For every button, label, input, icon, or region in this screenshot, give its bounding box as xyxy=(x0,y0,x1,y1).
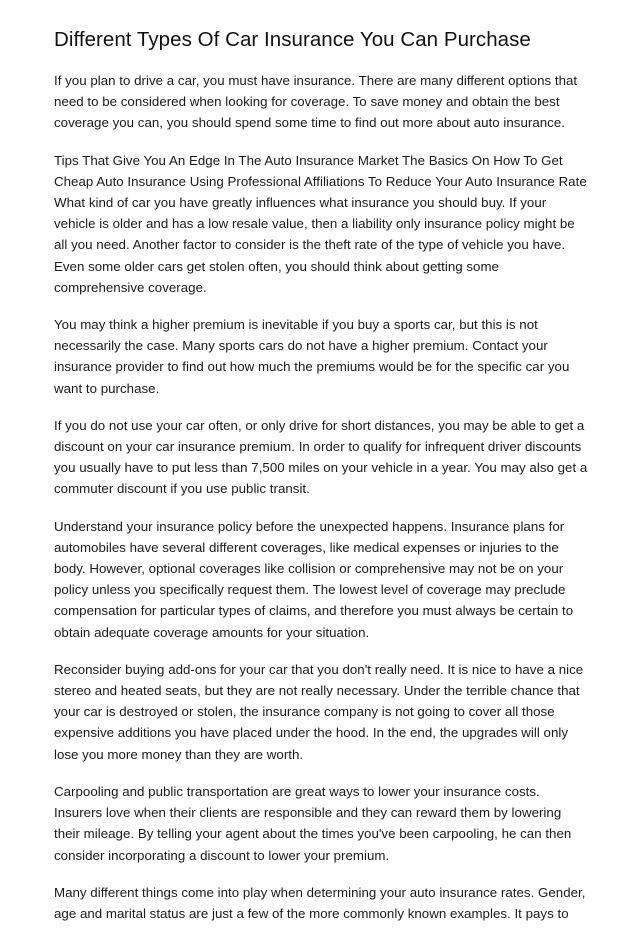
paragraph-6: Reconsider buying add-ons for your car that you don't really need. It is nice to have a nice stereo and heated seats, but they are not really necessary. Under the terrible chance that your car is destroyed or stolen, the insurance company is not going to cover all those expensive additions you have placed under the hood. In the end, the upgrades will only lose you more money than they are worth. xyxy=(54,661,584,762)
paragraph-4: If you do not use your car often, or only drive for short distances, you may be able to get a discount on your car insurance premium. In order to qualify for infrequent driver discounts you usually have to put less than 7,500 miles on your vehicle in a year. You may also get a commuter discount if you use public transit. xyxy=(54,417,588,497)
paragraph-1: If you plan to drive a car, you must have insurance. There are many different options that need to be considered when looking for coverage. To save money and obtain the best coverage you can, you should spend some time to find out more about auto insurance. xyxy=(54,73,578,131)
paragraph-2: Tips That Give You An Edge In The Auto Insurance Market The Basics On How To Get Cheap Auto Insurance Using Professional Affiliations To Reduce Your Auto Insurance Rate What kind of car you have greatly influences what insurance you should buy. If your vehicle is older and has a low resale value, then a liability only insurance policy might be all you need. Another factor to consider is the theft rate of the type of vehicle you have. Even some older cars get stolen often, you should think about getting some comprehensive coverage. xyxy=(54,152,587,295)
paragraph-3: You may think a higher premium is inevitable if you buy a sports car, but this is not necessarily the case. Many sports cars do not have a higher premium. Contact your insurance provider to find out how much the premiums would be for the specific car you want to purchase. xyxy=(54,317,570,396)
page-title: Different Types Of Car Insurance You Can Purchase xyxy=(54,28,531,51)
paragraph-7: Carpooling and public transportation are great ways to lower your insurance costs. Insurers love when their clients are responsible and they can reward them by lowering their mileage. By telling your agent about the times you've been carpooling, he can then consider incorporating a discount to lower your premium. xyxy=(54,783,572,863)
document-page xyxy=(54,26,590,940)
paragraph-5: Understand your insurance policy before the unexpected happens. Insurance plans for automobiles have several different coverages, like medical expenses or injuries to the body. However, optional coverages like collision or comprehensive may not be on your policy unless you specifically request them. The lowest level of coverage may preclude compensation for particular types of claims, and therefore you must always be certain to obtain adequate coverage amounts for your situation. xyxy=(54,518,574,640)
paragraph-8: Many different things come into play when determining your auto insurance rates. Gender, age and marital status are just a few of the more commonly known examples. It pays to xyxy=(54,884,586,921)
